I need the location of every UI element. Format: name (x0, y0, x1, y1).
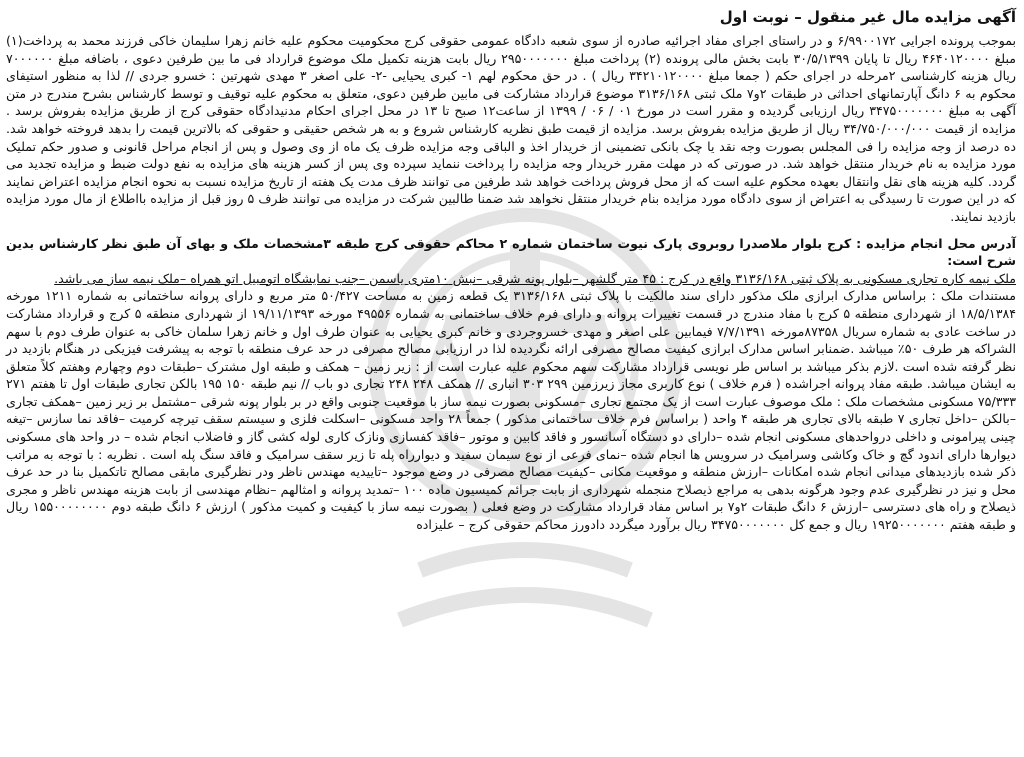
property-description: ملک نیمه کاره تجاری مسکونی به پلاک ثبتی ۳۱۳۶/۱۶۸ واقع در کرج : ۴۵ متر گلشهر –بلوار پونه شرقی –نبش ۱۰متری یاسمن –جنب نمایشگاه اتومبیل اتو همراه –ملک نیمه ساز می باشد. (54, 270, 1016, 286)
section-gap (6, 226, 1016, 235)
notice-title: آگهی مزایده مال غیر منقول – نوبت اول (719, 8, 1016, 26)
auction-address: آدرس محل انجام مزایده : کرج بلوار ملاصدرا روبروی پارک نیوت ساختمان شماره ۲ محاکم حقوقی کرج طبقه ۳مشخصات ملک و بهای آن طبق نظر کارشناس بدین شرح است: (6, 235, 1016, 269)
property-details-paragraph: مستندات ملک : براساس مدارک ابرازی ملک مذکور دارای سند مالکیت با پلاک ثبتی ۳۱۳۶/۱۶۸ یک قطعه زمین به مساحت ۵۰/۴۲۷ متر مربع و دارای پروانه ساختمانی به شماره ۱۲۱۱ مورخه ۱۸/۵/۱۳۸۴ از شهرداری منطقه ۵ کرج با مفاد مندرج در قسمت تغییرات پروانه و دارای فرم خلاف ساختمانی به شماره ۴۹۵۵۶ مورخه ۱۹/۱۱/۱۳۹۳ از شهرداری منطقه ۵ کرج و قرارداد مشارکت در ساخت عادی به شماره سریال ۸۷۳۵۸مورخه ۷/۷/۱۳۹۱ فیمابین علی اصغر و مهدی خسروجردی و خانم کبری یحیایی به عنوان طرف اول و خانم زهرا سلمان خاکی به عنوان طرف دوم با سهم الشراکه هر طرف ۵۰٪ میباشد .ضمنابر اساس مدارک ابرازی کیفیت مصالح مصرفی ارائه نگردیده لذا در ارزیابی مصالح مصرفی در حد عرف منطقه با توجه به پیشرفت فیزیکی در هنگام بازدید در نظر گرفته شده است .لازم بذکر میباشد بر اساس طر نویسی قرارداد مشارکت سهم محکوم علیه عبارت است از : زیر زمین – همکف و طبقه اول مشترک –طبقات دوم وچهارم وهفتم کلاً متعلق به ایشان میباشد. طبقه مفاد پروانه اجراشده ( فرم خلاف ) نوع کاربری مجاز زیرزمین ۲۹۹ ۳۰۳ انباری // همکف ۲۴۸ ۲۴۸ تجاری دو باب // نیم طبقه ۱۵۰ ۱۹۵ بالکن تجاری طبقات اول تا هفتم ۲۷۱ ۷۵/۳۳۳ مسکونی مشخصات ملک : ملک موصوف عبارت است از یک مجتمع تجاری –مسکونی بصورت نیمه ساز با موقعیت جنوبی واقع در بر بلوار پونه شرقی –مشتمل بر زیر زمین –همکف تجاری –بالکن –داخل تجاری ۷ طبقه بالای تجاری هر طبقه ۴ واحد ( براساس فرم خلاف ساختمانی مذکور ) جمعاً ۲۸ واحد مسکونی –اسکلت فلزی و سیستم سقف تیرچه کرمیت –فاقد نما سازس –تیغه چینی پیرامونی و داخلی درواحدهای مسکونی انجام شده –دارای دو دستگاه آسانسور و فاقد کابین و موتور –فاقد کفسازی ونازک کاری لوله کشی گاز و فاضلاب انجام شده – در واحد های مسکونی دیوارها دارای اندود گچ و خاک وکاشی وسرامیک در سرویس ها انجام شده –نمای فرعی از نوع سیمان سفید و دیوارراه پله تا زیر سقف سرامیک و فاقد سنگ پله است . نظریه : با توجه به مراتب ذکر شده بازدیدهای میدانی انجام شده امکانات –ارزش منطقه و موقعیت مکانی –کیفیت مصالح مصرفی در وضع موجود –تاییدیه مهندس ناظر ودر نظرگیری مابقی مصالح تاتکمیل بنا در حد عرف محل و نیز در نظرگیری عدم وجود هرگونه بدهی به مراجع ذیصلاح منجمله شهرداری از بابت جرائم کمیسیون ماده ۱۰۰ –تمدید پروانه و امثالهم –نظام مهندسی از بابت هزینه مهندس ناظر و مجری ذیصلاح و راه های دسترسی –ارزش ۶ دانگ طبقات ۲و۷ بر اساس مفاد قرارداد مشارکت در وضع فعلی ( بصورت نیمه ساز با کیفیت و کمیت مذکور ) ارزش ۶ دانگ طبقه دوم ۱۵۵۰۰۰۰۰۰۰۰ ریال و طبقه هفتم ۱۹۲۵۰۰۰۰۰۰۰ ریال و جمع کل ۳۴۷۵۰۰۰۰۰۰۰ ریال برآورد میگردد دادورز محاکم حقوقی کرج – علیزاده (6, 288, 1017, 533)
notice-body-paragraph: بموجب پرونده اجرایی ۶/۹۹۰۰۱۷۲ و در راستای اجرای مفاد اجرائیه صادره از سوی شعبه دادگاه عمومی حقوقی کرج محکومیت محکوم علیه خانم زهرا سلیمان خاکی فرزند محمد به پرداخت(۱) مبلغ ۴۶۴۰۱۲۰۰۰۰ ریال تا پایان ۳۰/۵/۱۳۹۹ بابت بخش مالی پرونده (۲) پرداخت مبلغ ۲۹۵۰۰۰۰۰۰۰ ریال بابت هزینه تکمیل ملک موضوع قرارداد فی ما بین طرفین دعوی ، باضافه مبلغ ۷۰۰۰۰۰۰ ریال هزینه کارشناسی ۲مرحله در اجرای حکم ( جمعا مبلغ ۳۴۲۱۰۱۲۰۰۰۰ ریال ) . در حق محکوم لهم ۱- کبری یحیایی -۲- علی اصغر ۳ مهدی شهرتین : خسرو جردی // لذا به منظور استیفای محکوم به ۶ دانگ آپارتمانهای احداثی در طبقات ۲و۷ ملک ثبتی ۳۱۳۶/۱۶۸ موضوع قرارداد مشارکت فی مابین طرفین دعوی، متعلق به محکوم علیه توقیف و توسط کارشناس بشرح مندرج در متن آگهی به مبلغ ۳۴۷۵۰۰۰۰۰۰۰ ریال ارزیابی گردیده و مقرر است در مورخ ۰۱ / ۰۶ / ۱۳۹۹ از ساعت۱۲ صبح تا ۱۳ در محل اجرای احکام مدنیدادگاه حقوقی کرج از طریق مزایده بفروش برسد . مزایده از قیمت ۳۴/۷۵۰/۰۰۰/۰۰۰ ریال از طریق مزایده بفروش برسد. مزایده از قیمت طبق نظریه کارشناس شروع و به هر شخص حقیقی و حقوقی که بالاترین قیمت را بدهد فروخته خواهد شد. ده درصد از وجه مزایده را فی المجلس بصورت وجه نقد یا چک بانکی تضمینی از خریدار اخذ و الباقی وجه مزایده ظرف یک ماه از وی وصول و پس از انجام مراحل قانونی و صدور حکم تملیک مورد مزایده به نام خریدار منتقل خواهد شد. در صورتی که در مهلت مقرر خریدار وجه مزایده را پرداخت ننماید سپرده وی پس از کسر هزینه های مزایده به نفع دولت ضبط و مزایده تجدید می گردد. کلیه هزینه های نقل وانتقال بعهده محکوم علیه است که از محل فروش پرداخت خواهد شد طرفین می توانند ظرف مدت یک هفته از تاریخ مزایده نسبت به نحوه انجام مزایده اعتراض نمایند که در این صورت تا رسیدگی به اعتراض از سوی دادگاه مورد مزایده بنام خریدار منتقل نخواهد شد ضمنا طالبین شرکت در مزایده می توانند ظرف ۵ روز قبل از مزایده بااطلاع از مال مورد مزایده بازدید نمایند. (6, 33, 1017, 224)
